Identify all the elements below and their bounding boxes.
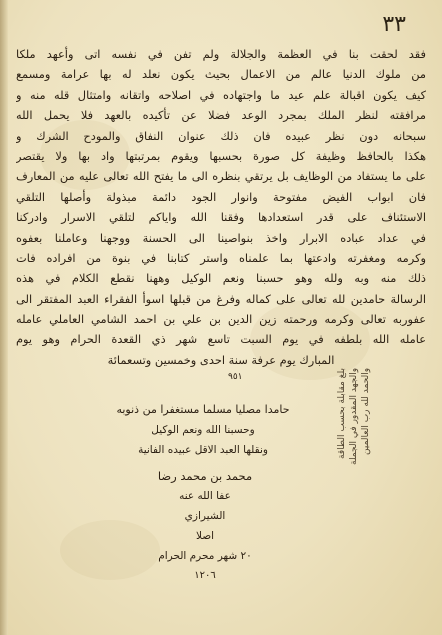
text-line: فقد لحقت بنا في العظمة والجلالة ولم تفن في نفسه اتى وأعهد ملكا xyxy=(16,47,426,61)
page-edge-shadow xyxy=(0,0,8,635)
text-line: سبحانه دون نظر عبيده فان ذلك عنوان النفاق والمودح الشرك و xyxy=(16,128,426,143)
text-line: هكذا بالحافظ وظيفة كل صورة بحسبها ويقوم بمرتبتها واد بها ولا يقتصر xyxy=(16,148,426,163)
marginal-note: بلغ مقابلة بحسب الطاقة والجهد المقدور في الجملة والحمد لله رب العالمين xyxy=(337,368,371,466)
signature-line: الشيرازي xyxy=(184,510,226,522)
text-line: من ملوك الدنيا عالم من الاعمال بحيث يكون نعلد له بها عرامة ومسمع xyxy=(16,67,426,82)
text-line-content: المبارك يوم عرفة سنة احدى وخمسين وتسعمائة xyxy=(107,352,335,367)
overwritten-number: ٩٥١ xyxy=(228,372,243,382)
text-line: ذلك منه وبه ولله وهو حسبنا ونعم الوكيل وههنا نقطع الكلام في هذه xyxy=(16,271,426,286)
text-line: وكرمه ومغفرته وادعتها بما علمناه واستر كتابنا في بنوة من افراده فات xyxy=(16,250,426,265)
signature-line: عفا الله عنه xyxy=(179,490,231,502)
folio-number: ٣٣ xyxy=(382,12,406,37)
signature-date: ٢٠ شهر محرم الحرام xyxy=(158,550,252,562)
signature-name: محمد بن محمد رضا xyxy=(157,469,253,483)
signature-line: اصلا xyxy=(195,530,215,542)
text-line: مرافقته لنظر الملك بمجرد الوعد فضلا عن تأكيده بالعهد فلا يحمل الله xyxy=(16,108,426,123)
text-line: فان ابواب الفيض مفتوحة وانوار الجود دائمة مبذولة وأصلها التلقي xyxy=(16,189,426,204)
main-text-block xyxy=(16,44,426,370)
text-line: على ما يستفاد من الوظايف بل يرتقي بنظره الى ما يفتح الله تعالى عليه من المعارف xyxy=(16,169,426,184)
colophon-line: ونقلها العبد الاقل عبيده الفانية xyxy=(138,444,268,456)
colophon-line: حامدا مصليا مسلما مستغفرا من ذنوبه xyxy=(116,403,290,416)
text-line: عامله الله بلطفه في يوم السبت تاسع شهر ذي القعدة الحرام وهو يوم xyxy=(16,332,426,347)
signature-year: ١٢٠٦ xyxy=(194,570,216,581)
text-line: عفوربه تعالى وكرمه ورحمته زين الدين بن علي بن احمد الشامي العاملي عامله xyxy=(16,312,426,327)
colophon-line: وحسبنا الله ونعم الوكيل xyxy=(151,424,255,436)
text-line: الرسالة حامدين لله تعالى على كماله وفرغ من قبلها اسوأ الفقراء العبد المفتقر الى xyxy=(16,291,426,306)
text-line: كيف يكون اقبالة علم عيد ما واجتهاده في اصلاحه واتقانه وامتثال قله منه و xyxy=(16,87,426,102)
scribe-signature xyxy=(130,466,280,586)
text-line: الاستئناف على قدر استعدادها وفقنا الله واياكم لتلقي الاسرار وادركنا xyxy=(16,210,426,225)
colophon xyxy=(108,400,298,460)
text-line: في عداد عباده الابرار واخذ بنواصينا الى الحسنة ووجهنا وعاملنا بعفوه xyxy=(16,230,426,245)
